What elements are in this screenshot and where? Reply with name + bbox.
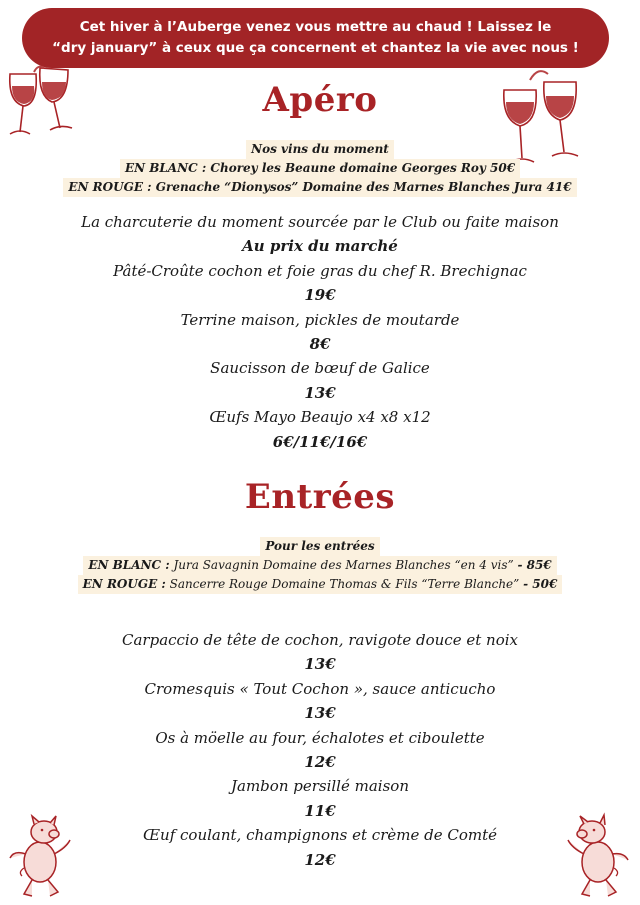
- menu-item-name: Œufs Mayo Beaujo x4 x8 x12: [209, 408, 431, 427]
- wine-blanc: EN BLANC : Chorey les Beaune domaine Georges Roy 50€: [124, 161, 516, 175]
- dancing-pig-illustration-right: [558, 812, 636, 900]
- section-title-entrees: Entrées: [244, 477, 396, 517]
- menu-item-price: 8€: [309, 334, 331, 353]
- wine-heading: Pour les entrées: [265, 539, 375, 553]
- menu-item-name: Os à möelle au four, échalotes et ciboulette: [155, 728, 485, 747]
- menu-item-price: 13€: [304, 655, 336, 674]
- menu-item-name: Terrine maison, pickles de moutarde: [180, 310, 460, 329]
- wine-rouge-label: EN ROUGE :: [82, 577, 166, 591]
- apero-menu-list: [0, 210, 640, 454]
- menu-item-price: 12€: [304, 752, 336, 771]
- menu-item-price: 19€: [304, 286, 336, 305]
- banner-line-1: Cet hiver à l’Auberge venez vous mettre au chaud ! Laissez le: [79, 19, 552, 35]
- menu-item-name: Jambon persillé maison: [231, 777, 409, 796]
- wine-blanc-desc: Jura Savagnin Domaine des Marnes Blanches “en 4 vis”: [173, 558, 514, 572]
- wine-rouge-price: - 50€: [523, 577, 558, 591]
- menu-item-price: 13€: [304, 383, 336, 402]
- wine-blanc-price: - 85€: [517, 558, 552, 572]
- entrees-wine-pairing: [0, 535, 640, 592]
- section-title-apero: Apéro: [262, 80, 378, 120]
- wine-rouge: EN ROUGE : Grenache “Dionysos” Domaine des Marnes Blanches Jura 41€: [68, 180, 572, 194]
- banner-line-2: “dry january” à ceux que ça concernent et chantez la vie avec nous !: [52, 40, 579, 56]
- menu-item-name: Saucisson de bœuf de Galice: [210, 359, 430, 378]
- entrees-menu-list: [0, 628, 640, 872]
- menu-item-price: 13€: [304, 704, 336, 723]
- announcement-banner: [22, 8, 609, 68]
- menu-item-name: Cromesquis « Tout Cochon », sauce anticucho: [144, 679, 496, 698]
- menu-item-price: Au prix du marché: [242, 237, 398, 256]
- menu-item-price: 12€: [304, 850, 336, 869]
- menu-item-name: La charcuterie du moment sourcée par le Club ou faite maison: [81, 213, 559, 231]
- wine-heading: Nos vins du moment: [251, 142, 389, 156]
- dancing-pig-illustration-left: [4, 812, 78, 900]
- wine-blanc-label: EN BLANC :: [88, 558, 170, 572]
- menu-item-price: 6€/11€/16€: [272, 432, 368, 451]
- menu-item-name: Œuf coulant, champignons et crème de Comté: [142, 826, 498, 845]
- wine-rouge-desc: Sancerre Rouge Domaine Thomas & Fils “Terre Blanche”: [169, 577, 520, 591]
- menu-item-name: Carpaccio de tête de cochon, ravigote douce et noix: [122, 631, 518, 649]
- menu-item-name: Pâté-Croûte cochon et foie gras du chef R. Brechignac: [113, 261, 527, 280]
- menu-item-price: 11€: [304, 801, 336, 820]
- apero-wine-pairing: [0, 138, 640, 195]
